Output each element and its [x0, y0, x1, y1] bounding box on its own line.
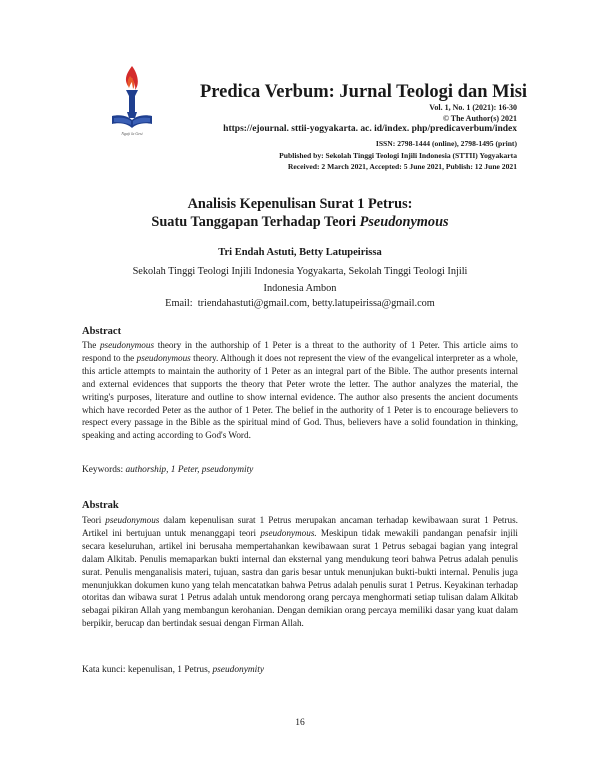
volume-info: Vol. 1, No. 1 (2021): 16-30 [429, 103, 517, 112]
affiliation-line-2: Indonesia Ambon [263, 283, 337, 294]
keywords-value: authorship, 1 Peter, pseudonymity [125, 465, 254, 475]
issn-info: ISSN: 2798-1444 (online), 2798-1495 (print) [375, 139, 517, 148]
kata-kunci-label: Kata kunci: [82, 665, 126, 675]
publisher-info: Published by: Sekolah Tinggi Teologi Injili Indonesia (STTII) Yogyakarta [279, 151, 517, 160]
page-number: 16 [295, 718, 305, 728]
abstract-text: theory. Although it does not represent the view of the evangelical interpreter as a whole, this article attempts to maintain the authority of 1 Peter as an integral part of the Bible. The author presents internal and external evidences that supports the theory that Peter wrote the letter. The author analyzes the material, the writing's purposes, literature and outline to show internal evidence. The author also presents the ancient documents which have recorded Peter as the author of 1 Peter. The belief in the authority of 1 Peter is to encourage believers to respect every passage in the Bible as the spiritual mind of God. Thus, believers have a solid foundation in thinking, speaking and acting according to God's Word. [82, 352, 518, 441]
authors: Tri Endah Astuti, Betty Latupeirissa [218, 247, 382, 258]
abstrak-heading: Abstrak [82, 500, 119, 511]
keywords [82, 465, 253, 475]
abstrak-text: Meskipun tidak mewakili pandangan penafsir injili secara keseluruhan, artikel ini berusaha mempertahankan kewibawaan surat 1 Petrus sebagai bagian yang integral dalam Alkitab. Penulis memaparkan bukti internal dan eksternal yang mendukung teori bahwa Petrus adalah penulis surat. Penulis menganalisis materi, tujuan, sastra dan garis besar untuk menunjukan bukti-bukti internal. Penulis juga menunjukkan dokumen kuno yang telah mencatatkan bahwa Petrus adalah penulis surat 1 Petrus. Keyakinan terhadap otoritas dan wibawa surat 1 Petrus adalah untuk mendorong orang percaya menghormati setiap tulisan dalam Alkitab sebagai pikiran Allah yang membangun kerohanian. Dengan demikian orang percaya memiliki dasar yang kuat dalam berpikir, berucap dan bertindak sesuai dengan Firman Allah. [82, 527, 518, 629]
abstract-heading: Abstract [82, 326, 122, 337]
abstract-italic: pseudonymous [136, 352, 191, 363]
title-prefix: Suatu Tanggapan Terhadap Teori [151, 214, 360, 230]
kata-kunci-value: kepenulisan, 1 Petrus, [127, 665, 213, 675]
abstract-paragraph [82, 339, 518, 442]
article-title-line-2 [0, 214, 600, 231]
affiliation-line-1: Sekolah Tinggi Teologi Injili Indonesia Yogyakarta, Sekolah Tinggi Teologi Injili [132, 266, 468, 277]
email-value[interactable]: triendahastuti@gmail.com, betty.latupeirissa@gmail.com [197, 298, 435, 309]
kata-kunci [82, 665, 264, 675]
dates-info: Received: 2 March 2021, Accepted: 5 June 2021, Publish: 12 June 2021 [287, 162, 517, 171]
abstrak-italic: pseudonymous. [260, 527, 317, 538]
abstrak-text: Teori [82, 515, 106, 525]
author-emails [0, 298, 600, 309]
journal-logo-icon [110, 64, 154, 138]
abstract-text: theory in the authorship of 1 Peter is a threat to the authority of 1 Peter. This article aims to respond to the [82, 340, 518, 363]
logo-caption: Ngaji la Gesi [121, 131, 143, 136]
keywords-label: Keywords: [82, 465, 124, 475]
abstract-italic: pseudonymous [99, 340, 155, 350]
copyright-info: © The Author(s) 2021 [442, 114, 517, 123]
title-italic: Pseudonymous [359, 214, 449, 230]
journal-url-link[interactable]: https://ejournal. sttii-yogyakarta. ac. id/index. php/predicaverbum/index [223, 124, 517, 134]
abstrak-text: dalam kepenulisan surat 1 Petrus merupakan ancaman terhadap kewibawaan surat 1 Petrus. Artikel ini bertujuan untuk menanggapi teori [82, 515, 518, 538]
kata-kunci-italic: pseudonymity [212, 665, 265, 675]
article-title-line-1: Analisis Kepenulisan Surat 1 Petrus: [187, 196, 413, 212]
abstrak-italic: pseudonymous [105, 515, 160, 525]
abstract-text: The [82, 340, 100, 350]
email-label: Email: [165, 298, 193, 309]
journal-title: Predica Verbum: Jurnal Teologi dan Misi [200, 82, 528, 102]
abstrak-paragraph [82, 514, 518, 630]
